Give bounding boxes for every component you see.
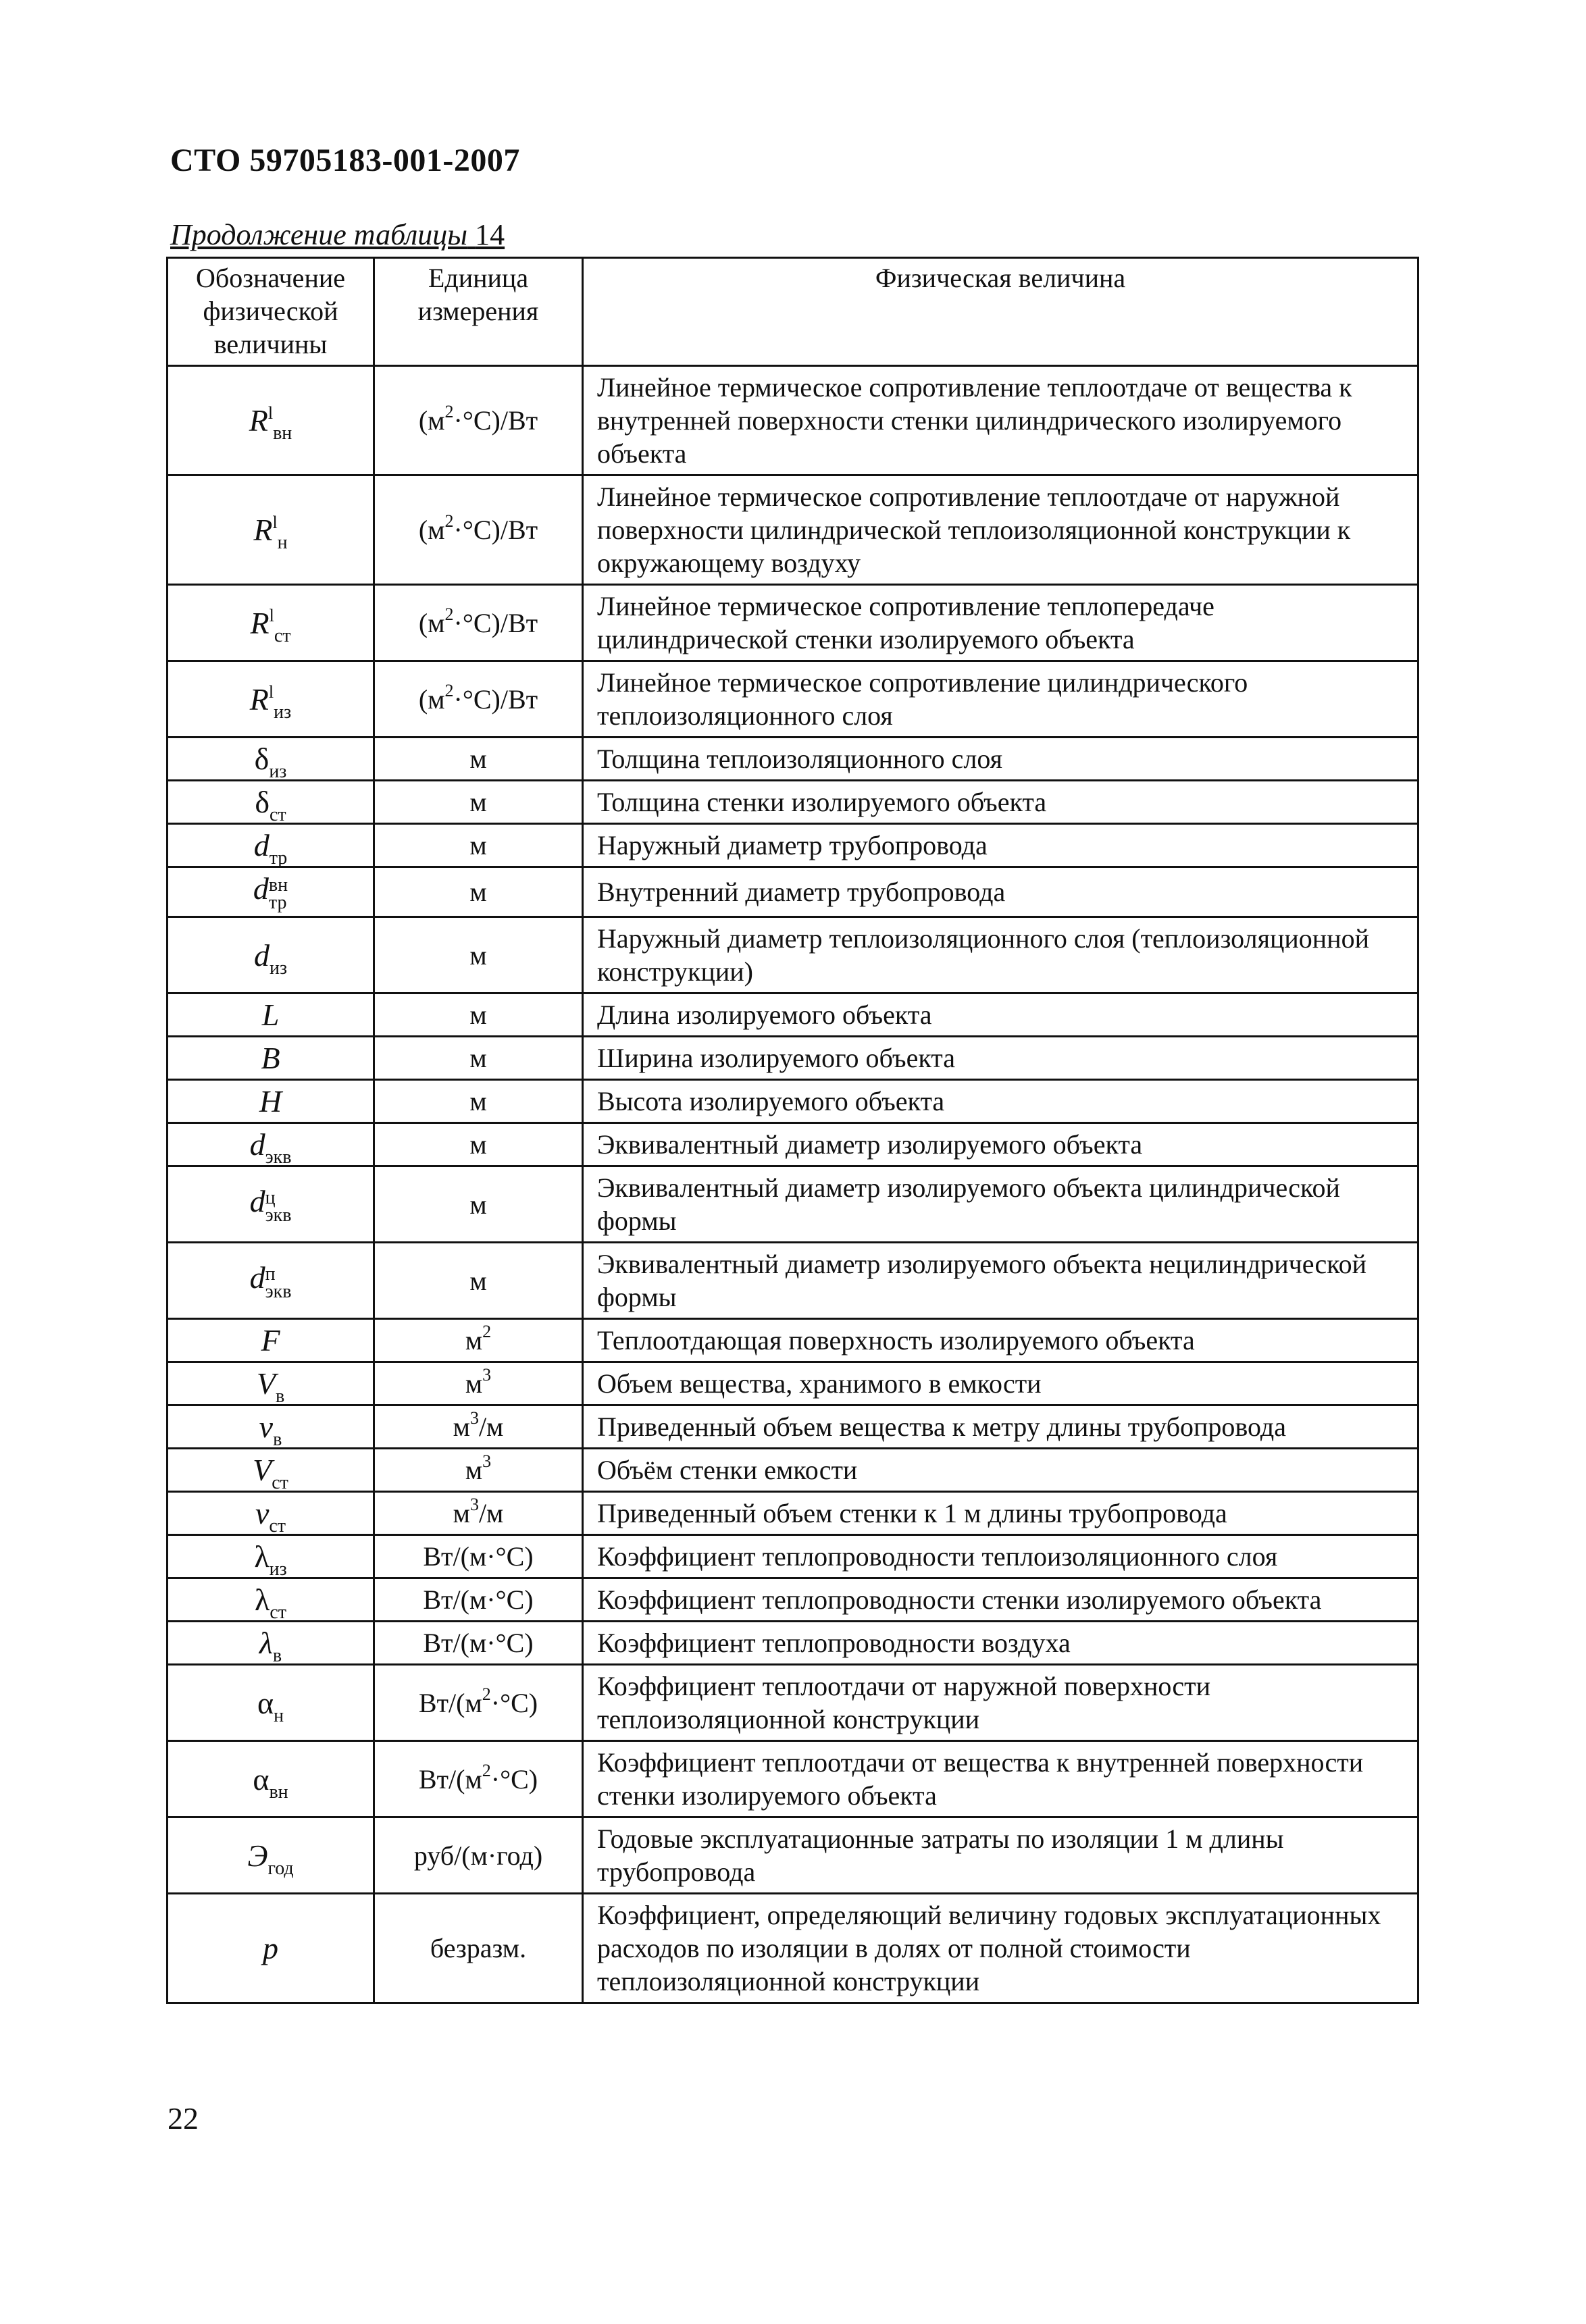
unit-cell bbox=[374, 1894, 583, 2003]
table-row bbox=[168, 585, 1418, 661]
unit-cell bbox=[374, 1405, 583, 1449]
description-cell: Наружный диаметр трубопровода bbox=[583, 824, 1418, 867]
unit-text: Вт/(м·°С) bbox=[423, 1584, 534, 1615]
table-row bbox=[168, 366, 1418, 475]
unit-text: м bbox=[469, 830, 487, 860]
symbol-letter: d bbox=[253, 937, 270, 973]
description-cell: Коэффициент теплопроводности стенки изолируемого объекта bbox=[583, 1578, 1418, 1622]
description-cell: Коэффициент, определяющий величину годовых эксплуатационных расходов по изоляции в долях от полной стоимости теплоизоляционной конструкции bbox=[583, 1894, 1418, 2003]
unit-exponent: 3 bbox=[469, 1408, 479, 1428]
description-cell: Линейное термическое сопротивление теплоотдаче от наружной поверхности цилиндрической теплоизоляционной конструкции к окружающему воздуху bbox=[583, 475, 1418, 585]
unit-cell bbox=[374, 1080, 583, 1123]
description-cell: Годовые эксплуатационные затраты по изоляции 1 м длины трубопровода bbox=[583, 1817, 1418, 1894]
unit-text-rest: ·°С)/Вт bbox=[453, 607, 538, 638]
symbol-cell bbox=[168, 917, 374, 993]
column-header-symbol: Обозначение физической величины bbox=[168, 258, 374, 366]
symbol-letter: V bbox=[256, 1366, 276, 1401]
symbol-letter: δ bbox=[254, 742, 270, 776]
symbol-letter: L bbox=[261, 998, 280, 1032]
table-caption-number: 14 bbox=[475, 218, 505, 251]
unit-text: м bbox=[469, 1086, 487, 1116]
table-row bbox=[168, 1362, 1418, 1405]
unit-exponent: 3 bbox=[482, 1365, 492, 1385]
unit-cell bbox=[374, 661, 583, 738]
unit-text: м bbox=[453, 1498, 470, 1528]
unit-cell bbox=[374, 1362, 583, 1405]
table-body bbox=[168, 366, 1418, 2003]
table-row bbox=[168, 1405, 1418, 1449]
symbol-cell bbox=[168, 661, 374, 738]
unit-cell bbox=[374, 1535, 583, 1578]
symbol-subscript: ст bbox=[269, 1516, 286, 1537]
symbol-letter: R bbox=[253, 513, 273, 547]
symbol-subscript: тр bbox=[269, 848, 288, 869]
symbol-cell bbox=[168, 1622, 374, 1665]
symbol-letter: Э bbox=[247, 1838, 268, 1873]
symbol-index-stack bbox=[265, 1189, 292, 1224]
description-cell: Высота изолируемого объекта bbox=[583, 1080, 1418, 1123]
table-row bbox=[168, 1535, 1418, 1578]
symbol-superscript: вн bbox=[268, 875, 288, 896]
unit-cell bbox=[374, 824, 583, 867]
description-cell: Приведенный объем стенки к 1 м длины трубопровода bbox=[583, 1492, 1418, 1535]
unit-cell bbox=[374, 738, 583, 781]
unit-text: (м bbox=[418, 405, 445, 436]
table-row bbox=[168, 867, 1418, 917]
unit-cell bbox=[374, 1578, 583, 1622]
unit-cell bbox=[374, 585, 583, 661]
symbol-subscript: год bbox=[267, 1857, 294, 1879]
symbol-cell bbox=[168, 1362, 374, 1405]
unit-cell bbox=[374, 1622, 583, 1665]
symbol-superscript: l bbox=[269, 605, 274, 625]
symbol-subscript: экв bbox=[265, 1204, 292, 1226]
table-row bbox=[168, 1665, 1418, 1741]
description-cell: Толщина теплоизоляционного слоя bbox=[583, 738, 1418, 781]
unit-cell bbox=[374, 1741, 583, 1817]
unit-text-rest: ·°С) bbox=[490, 1763, 538, 1794]
unit-text: м bbox=[465, 1368, 483, 1399]
unit-text: м bbox=[469, 1043, 487, 1073]
symbol-subscript: ст bbox=[272, 1472, 288, 1493]
unit-exponent: 3 bbox=[482, 1451, 492, 1471]
unit-text-rest: ·°С)/Вт bbox=[453, 683, 538, 715]
unit-exponent: 2 bbox=[482, 1760, 491, 1780]
unit-cell bbox=[374, 993, 583, 1037]
unit-text: (м bbox=[418, 683, 445, 715]
unit-text: м bbox=[469, 1265, 487, 1296]
symbol-letter: H bbox=[259, 1084, 282, 1118]
symbol-superscript: l bbox=[267, 403, 274, 423]
symbol-subscript: из bbox=[269, 761, 287, 782]
description-cell: Толщина стенки изолируемого объекта bbox=[583, 781, 1418, 824]
unit-text: м bbox=[469, 1000, 487, 1030]
table-row bbox=[168, 1894, 1418, 2003]
symbol-subscript: вн bbox=[269, 1781, 288, 1803]
symbol-letter: p bbox=[263, 1931, 278, 1965]
table-row bbox=[168, 1817, 1418, 1894]
symbol-index-stack bbox=[265, 1263, 292, 1302]
table-header-row bbox=[168, 258, 1418, 366]
symbol-cell bbox=[168, 993, 374, 1037]
description-cell: Объём стенки емкости bbox=[583, 1449, 1418, 1492]
symbol-letter: d bbox=[249, 1183, 265, 1218]
description-cell: Коэффициент теплоотдачи от наружной поверхности теплоизоляционной конструкции bbox=[583, 1665, 1418, 1741]
table-row bbox=[168, 824, 1418, 867]
page-number: 22 bbox=[168, 2101, 199, 2136]
table-row bbox=[168, 1622, 1418, 1665]
unit-text: м bbox=[469, 939, 487, 971]
unit-cell bbox=[374, 1319, 583, 1362]
table-row bbox=[168, 1243, 1418, 1319]
description-cell: Теплоотдающая поверхность изолируемого объекта bbox=[583, 1319, 1418, 1362]
symbol-letter: d bbox=[253, 828, 270, 862]
unit-text-rest: ·°С) bbox=[490, 1687, 538, 1718]
symbol-subscript: экв bbox=[265, 1147, 292, 1168]
table-row bbox=[168, 1449, 1418, 1492]
column-header-quantity: Физическая величина bbox=[583, 258, 1418, 366]
table-row bbox=[168, 1578, 1418, 1622]
unit-text: Вт/(м·°С) bbox=[423, 1628, 534, 1658]
symbol-letter: d bbox=[253, 871, 269, 906]
unit-cell bbox=[374, 1449, 583, 1492]
description-cell: Коэффициент теплопроводности воздуха bbox=[583, 1622, 1418, 1665]
unit-text: (м bbox=[418, 515, 445, 545]
symbol-cell bbox=[168, 781, 374, 824]
symbol-subscript: в bbox=[273, 1429, 282, 1450]
description-cell: Эквивалентный диаметр изолируемого объекта нецилиндрической формы bbox=[583, 1243, 1418, 1319]
description-cell: Наружный диаметр теплоизоляционного слоя (теплоизоляционной конструкции) bbox=[583, 917, 1418, 993]
symbol-letter: δ bbox=[255, 785, 270, 819]
unit-cell bbox=[374, 1817, 583, 1894]
symbol-cell bbox=[168, 1665, 374, 1741]
table-row bbox=[168, 1080, 1418, 1123]
symbol-letter: F bbox=[261, 1323, 280, 1358]
description-cell: Приведенный объем вещества к метру длины трубопровода bbox=[583, 1405, 1418, 1449]
table-row bbox=[168, 1319, 1418, 1362]
unit-text-rest: ·°С)/Вт bbox=[453, 515, 538, 545]
unit-text: м bbox=[469, 744, 487, 774]
symbol-subscript: н bbox=[277, 532, 288, 553]
unit-text: руб/(м·год) bbox=[413, 1840, 543, 1871]
column-header-unit: Единица измерения bbox=[374, 258, 583, 366]
symbol-cell bbox=[168, 1080, 374, 1123]
symbol-letter: α bbox=[253, 1761, 270, 1797]
unit-cell bbox=[374, 1037, 583, 1080]
table-caption-text: Продолжение таблицы bbox=[170, 218, 468, 251]
document-header: СТО 59705183-001-2007 bbox=[170, 143, 520, 178]
symbol-letter: v bbox=[255, 1496, 270, 1530]
symbol-index-stack bbox=[269, 877, 288, 912]
table-row bbox=[168, 475, 1418, 585]
symbol-subscript: экв bbox=[265, 1281, 292, 1302]
description-cell: Ширина изолируемого объекта bbox=[583, 1037, 1418, 1080]
unit-cell bbox=[374, 1166, 583, 1243]
unit-text: м bbox=[469, 1189, 487, 1220]
symbol-subscript: ст bbox=[274, 625, 291, 646]
symbol-subscript: из bbox=[274, 701, 292, 723]
unit-text: безразм. bbox=[430, 1933, 527, 1963]
unit-text: м bbox=[469, 787, 487, 817]
symbol-subscript: из bbox=[269, 1559, 287, 1580]
symbol-cell bbox=[168, 366, 374, 475]
unit-cell bbox=[374, 1665, 583, 1741]
unit-exponent: 2 bbox=[482, 1322, 492, 1341]
unit-text: м bbox=[465, 1455, 483, 1485]
table-row bbox=[168, 1492, 1418, 1535]
unit-text: Вт/(м bbox=[418, 1763, 482, 1794]
unit-text: Вт/(м bbox=[418, 1687, 482, 1718]
description-cell: Линейное термическое сопротивление теплопередаче цилиндрической стенки изолируемого объекта bbox=[583, 585, 1418, 661]
symbol-letter: d bbox=[249, 1127, 265, 1162]
unit-text: м bbox=[469, 877, 487, 907]
symbol-subscript: н bbox=[274, 1705, 284, 1726]
unit-exponent: 2 bbox=[444, 604, 454, 624]
table-row bbox=[168, 738, 1418, 781]
symbol-cell bbox=[168, 585, 374, 661]
table-row bbox=[168, 1741, 1418, 1817]
symbol-letter: R bbox=[249, 403, 268, 438]
symbol-cell bbox=[168, 1037, 374, 1080]
unit-cell bbox=[374, 1243, 583, 1319]
symbol-cell bbox=[168, 1405, 374, 1449]
symbol-subscript: ст bbox=[270, 804, 286, 825]
symbol-cell bbox=[168, 1319, 374, 1362]
unit-cell bbox=[374, 1123, 583, 1166]
table-row bbox=[168, 781, 1418, 824]
unit-text: Вт/(м·°С) bbox=[423, 1541, 534, 1572]
description-cell: Линейное термическое сопротивление теплоотдаче от вещества к внутренней поверхности стенки цилиндрического изолируемого объекта bbox=[583, 366, 1418, 475]
description-cell: Внутренний диаметр трубопровода bbox=[583, 867, 1418, 917]
unit-text: м bbox=[453, 1412, 470, 1442]
symbol-letter: α bbox=[257, 1685, 274, 1720]
unit-exponent: 2 bbox=[482, 1684, 491, 1704]
symbol-letter: d bbox=[249, 1260, 265, 1295]
symbol-letter: λ bbox=[259, 1626, 273, 1660]
symbol-cell bbox=[168, 1243, 374, 1319]
description-cell: Коэффициент теплоотдачи от вещества к внутренней поверхности стенки изолируемого объекта bbox=[583, 1741, 1418, 1817]
unit-text: м bbox=[469, 1129, 487, 1160]
symbol-letter: V bbox=[253, 1453, 272, 1487]
symbol-cell bbox=[168, 475, 374, 585]
unit-exponent: 2 bbox=[444, 680, 454, 700]
table-row bbox=[168, 917, 1418, 993]
symbol-superscript: l bbox=[272, 513, 278, 532]
description-cell: Эквивалентный диаметр изолируемого объекта цилиндрической формы bbox=[583, 1166, 1418, 1243]
symbol-cell bbox=[168, 1894, 374, 2003]
description-cell: Объем вещества, хранимого в емкости bbox=[583, 1362, 1418, 1405]
description-cell: Длина изолируемого объекта bbox=[583, 993, 1418, 1037]
symbol-cell bbox=[168, 1817, 374, 1894]
symbol-superscript: l bbox=[268, 681, 274, 702]
symbol-cell bbox=[168, 1166, 374, 1243]
symbol-letter: R bbox=[250, 605, 270, 640]
unit-cell bbox=[374, 1492, 583, 1535]
symbol-letter: λ bbox=[254, 1539, 270, 1574]
description-cell: Эквивалентный диаметр изолируемого объекта bbox=[583, 1123, 1418, 1166]
unit-cell bbox=[374, 475, 583, 585]
table-row bbox=[168, 661, 1418, 738]
symbol-subscript: тр bbox=[268, 892, 287, 913]
unit-exponent: 2 bbox=[444, 402, 454, 421]
symbol-subscript: ст bbox=[270, 1602, 286, 1623]
unit-text-rest: ·°С)/Вт bbox=[453, 405, 538, 436]
symbol-cell bbox=[168, 1492, 374, 1535]
symbol-cell bbox=[168, 1741, 374, 1817]
unit-text: (м bbox=[418, 607, 445, 638]
symbol-superscript: ц bbox=[265, 1187, 276, 1208]
description-cell: Коэффициент теплопроводности теплоизоляционного слоя bbox=[583, 1535, 1418, 1578]
symbol-letter: λ bbox=[255, 1582, 270, 1617]
table-row bbox=[168, 1123, 1418, 1166]
unit-text: м bbox=[465, 1325, 483, 1355]
symbol-letter: B bbox=[261, 1041, 280, 1075]
symbol-subscript: вн bbox=[273, 423, 292, 444]
symbol-letter: R bbox=[249, 681, 269, 717]
symbol-cell bbox=[168, 738, 374, 781]
symbol-cell bbox=[168, 1123, 374, 1166]
description-cell: Линейное термическое сопротивление цилиндрического теплоизоляционного слоя bbox=[583, 661, 1418, 738]
table-row bbox=[168, 1037, 1418, 1080]
unit-cell bbox=[374, 867, 583, 917]
symbol-subscript: из bbox=[269, 957, 288, 979]
unit-exponent: 3 bbox=[469, 1495, 479, 1514]
table-caption bbox=[170, 217, 505, 252]
symbol-cell bbox=[168, 867, 374, 917]
symbol-cell bbox=[168, 1535, 374, 1578]
table-row bbox=[168, 1166, 1418, 1243]
symbol-subscript: в bbox=[272, 1645, 282, 1666]
symbol-subscript: в bbox=[275, 1386, 285, 1407]
symbols-table bbox=[166, 257, 1419, 2004]
unit-exponent: 2 bbox=[444, 511, 454, 531]
unit-cell bbox=[374, 781, 583, 824]
unit-cell bbox=[374, 366, 583, 475]
unit-text-rest: /м bbox=[478, 1412, 504, 1442]
symbol-cell bbox=[168, 1449, 374, 1492]
symbol-superscript: п bbox=[265, 1263, 276, 1285]
table-row bbox=[168, 993, 1418, 1037]
unit-cell bbox=[374, 917, 583, 993]
symbol-cell bbox=[168, 824, 374, 867]
symbol-letter: v bbox=[259, 1410, 274, 1444]
unit-text-rest: /м bbox=[478, 1498, 504, 1528]
symbol-cell bbox=[168, 1578, 374, 1622]
